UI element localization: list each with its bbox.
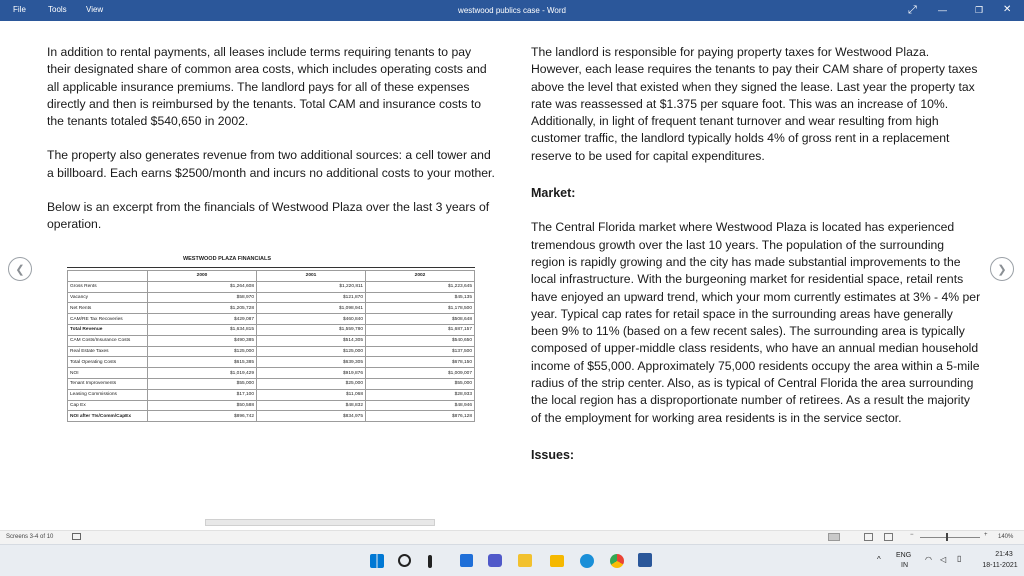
- financials-table: [67, 270, 475, 422]
- chrome-browser-icon[interactable]: [610, 554, 624, 568]
- proofing-icon[interactable]: [72, 533, 81, 540]
- table-row: Tenant Improvements $55,000 $25,000 $55,000: [68, 378, 475, 389]
- year-header: 2001: [257, 271, 366, 282]
- paragraph-revenue: The property also generates revenue from two additional sources: a cell tower and a billboard. Each earns $2500/month and incurs no additional costs to your mother.: [47, 148, 495, 180]
- table-row: CAM Costs/Insurance Costs $490,385 $514,305 $540,650: [68, 335, 475, 346]
- table-row: Total Operating Costs $615,385 $639,305 $678,150: [68, 357, 475, 368]
- table-row: Real Estate Taxes $125,000 $125,000 $137,500: [68, 346, 475, 357]
- language-code[interactable]: ENG: [896, 552, 912, 559]
- table-row: CAM/RE Tax Recoveries $429,087 $460,840 $508,648: [68, 314, 475, 325]
- paragraph-market: The Central Florida market where Westwood Plaza is located has experienced tremendous growth over the last 10 years. The population of the surrounding region is rapidly growing and the city has made substantial improvements to the local infrastructure. With the burgeoning market for residential space, retail rents have enjoyed an upward trend, which your mom currently estimates at 3% - 4% per year. Typical cap rates for retail space in the surrounding areas have generally been 9% to 11% (based on a few recent sales). The surrounding area is typically composed of upper-middle class residents, who have an annual median household income of $55,000. Approximately 75,000 residents occupy the area within a 5-mile radius of the strip center. Also, as is typical of Central Florida the area surrounding the local region has a disproportionate number of retirees. As a result the majority of the employment for working area residents is in the service sector.: [531, 220, 981, 425]
- table-row: Net Rents $1,205,728 $1,098,941 $1,178,500: [68, 303, 475, 314]
- speaker-icon[interactable]: ◁: [940, 555, 947, 564]
- year-header: 2002: [366, 271, 475, 282]
- zoom-in-button[interactable]: +: [984, 532, 988, 538]
- wifi-icon[interactable]: ◠: [925, 555, 932, 564]
- menu-tools[interactable]: Tools: [48, 5, 67, 14]
- battery-icon[interactable]: ▯: [957, 554, 962, 563]
- web-layout-icon[interactable]: [884, 533, 893, 541]
- table-row: Vacancy $58,970 $121,870 $45,135: [68, 292, 475, 303]
- file-explorer-icon[interactable]: [550, 555, 564, 567]
- taskbar: [0, 544, 1024, 576]
- menu-view[interactable]: View: [86, 5, 104, 14]
- next-screen-button[interactable]: [990, 257, 1014, 281]
- title-bar: [0, 0, 1024, 21]
- chevron-up-icon[interactable]: ^: [877, 555, 881, 564]
- restore-button[interactable]: ❐: [975, 5, 984, 15]
- teams-icon[interactable]: [488, 554, 502, 567]
- heading-issues: Issues:: [531, 447, 575, 462]
- minimize-button[interactable]: —: [938, 5, 947, 15]
- screen-count: Screens 3-4 of 10: [6, 534, 54, 540]
- financials-title: WESTWOOD PLAZA FINANCIALS: [182, 256, 272, 262]
- menu-file[interactable]: File: [13, 5, 26, 14]
- zoom-out-button[interactable]: −: [910, 532, 914, 538]
- table-header-row: [68, 271, 475, 282]
- clock-date[interactable]: 18-11-2021: [982, 562, 1018, 569]
- heading-market: Market:: [531, 186, 576, 201]
- language-region[interactable]: IN: [901, 562, 908, 569]
- app-store-icon[interactable]: [460, 554, 473, 567]
- right-column: [531, 44, 981, 464]
- chevron-right-icon: ❯: [997, 263, 1007, 276]
- edge-browser-icon[interactable]: [580, 554, 594, 568]
- table-row: Gross Rents $1,264,608 $1,220,811 $1,223,645: [68, 281, 475, 292]
- search-icon[interactable]: [398, 554, 411, 567]
- word-app-icon[interactable]: [638, 553, 652, 567]
- left-column: [47, 44, 497, 234]
- chevron-left-icon: ❮: [15, 263, 25, 276]
- zoom-level[interactable]: 140%: [998, 534, 1014, 540]
- year-header: 2000: [148, 271, 257, 282]
- table-row: NOI after TIs/Comm/CapEx $896,742 $834,975 $876,128: [68, 411, 475, 422]
- print-layout-icon[interactable]: [864, 533, 873, 541]
- table-row: Cap Ex $50,588 $48,832 $48,946: [68, 400, 475, 411]
- status-bar: [0, 530, 1024, 544]
- store-bag-icon[interactable]: [518, 554, 532, 567]
- windows-start-icon[interactable]: [370, 554, 384, 568]
- horizontal-scrollbar[interactable]: [205, 519, 435, 526]
- fullscreen-icon[interactable]: ⤢: [908, 4, 917, 16]
- table-row: Leasing Commissions $17,100 $11,068 $28,933: [68, 389, 475, 400]
- paragraph-taxes: The landlord is responsible for paying property taxes for Westwood Plaza. However, each lease requires the tenants to pay their CAM share of property taxes above the level that existed when they signed the lease. Last year the property tax rate was reassessed at $1.375 per square foot. This was an increase of 10%. Additionally, in light of frequent tenant turnover and wear resulting from high customer traffic, the landlord typically holds 4% of gross rent in a replacement reserve to be used for capital expenditures.: [531, 45, 978, 163]
- table-row: NOI $1,019,429 $919,876 $1,009,007: [68, 368, 475, 379]
- table-row: Total Revenue $1,634,815 $1,559,780 $1,687,157: [68, 324, 475, 335]
- paragraph-financials-intro: Below is an excerpt from the financials of Westwood Plaza over the last 3 years of operation.: [47, 200, 490, 232]
- read-mode-icon[interactable]: [828, 533, 840, 541]
- paragraph-cam: In addition to rental payments, all leases include terms requiring tenants to pay their designated share of common area costs, which includes operating costs and all applicable insurance premiums. The landlord pays for all of these expenses directly and then is reimbursed by the tenants. Total CAM and insurance costs to the tenants totaled $540,650 in 2002.: [47, 45, 487, 129]
- clock-time[interactable]: 21:43: [995, 551, 1013, 558]
- zoom-slider-track[interactable]: [920, 537, 980, 538]
- task-view-icon[interactable]: [428, 555, 432, 568]
- previous-screen-button[interactable]: [8, 257, 32, 281]
- zoom-slider-handle[interactable]: [946, 533, 948, 541]
- window-title: westwood publics case - Word: [458, 6, 566, 15]
- close-button[interactable]: ✕: [1003, 4, 1012, 15]
